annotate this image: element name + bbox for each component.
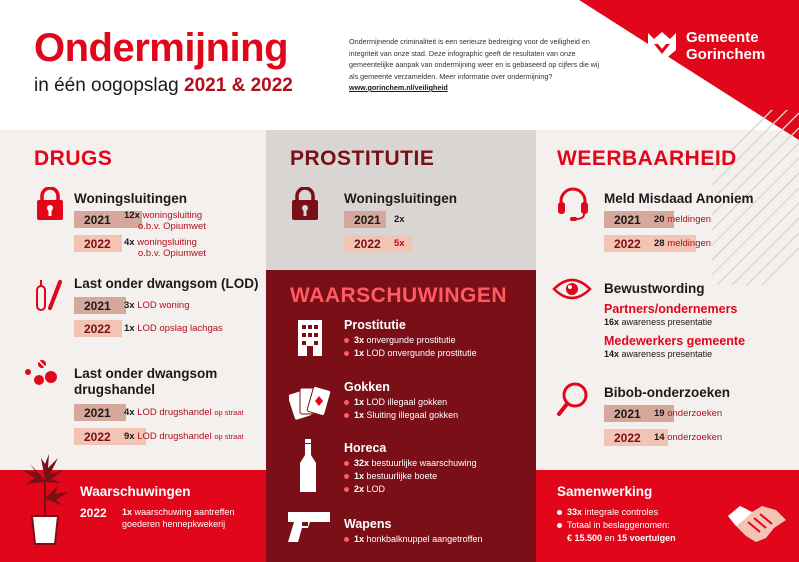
- stat-2022: [124, 323, 223, 334]
- bullet-icon: [344, 461, 349, 466]
- cannabis-plant-icon: [18, 450, 76, 550]
- stat-count: 1x: [354, 397, 365, 407]
- stat-count: 32x: [354, 458, 370, 468]
- stat-label-2: o.b.v. Opiumwet: [138, 221, 206, 232]
- logo-line-2: Gorinchem: [686, 46, 766, 63]
- samenwerking-line-3: [567, 532, 676, 544]
- warning-wapens-line-1: [344, 533, 482, 545]
- warning-gokken-line-2: [344, 409, 458, 421]
- logo-line-1: Gemeente: [686, 29, 759, 46]
- drugs-waarschuwing-text: [122, 506, 234, 530]
- warning-wapens-title: Wapens: [344, 517, 392, 531]
- bullet-icon: [344, 413, 349, 418]
- padlock-icon: [289, 187, 321, 221]
- year-2021: 2021: [84, 213, 111, 227]
- samenwerking-line-2: [557, 519, 670, 531]
- stat-count: 1x: [354, 348, 365, 358]
- year-2022: 2022: [614, 237, 641, 251]
- stat-label: woningsluiting: [137, 237, 197, 248]
- year-2022: 2022: [84, 430, 111, 444]
- handshake-icon: [726, 498, 788, 544]
- partners-subtitle: Partners/ondernemers: [604, 302, 738, 316]
- stat-count: 5x: [394, 238, 405, 249]
- stat-count: 28: [654, 238, 665, 249]
- bullet-icon: [344, 338, 349, 343]
- warning-horeca-line-3: [344, 483, 385, 495]
- stat-label: awareness presentatie: [621, 317, 713, 327]
- stat-label: LOD woning: [137, 300, 190, 311]
- stat-count: 3x: [354, 335, 365, 345]
- stat-count: 1x: [354, 471, 365, 481]
- playing-cards-icon: [289, 382, 331, 420]
- pills-icon: [22, 358, 62, 390]
- stat-count: 16x: [604, 317, 620, 327]
- crown-shield-icon: [645, 30, 679, 64]
- bullet-icon: [557, 510, 562, 515]
- stat-label: Totaal in beslaggenomen:: [567, 520, 670, 530]
- year-2022: 2022: [614, 431, 641, 445]
- stat-count: 4x: [124, 237, 135, 248]
- stat-label: bestuurlijke boete: [366, 471, 438, 481]
- bullet-icon: [344, 474, 349, 479]
- stat-label: LOD drugshandel: [137, 407, 212, 418]
- prostitutie-woningsluitingen-title: Woningsluitingen: [344, 191, 457, 206]
- bibob-title: Bibob-onderzoeken: [604, 385, 731, 400]
- drugshandel-title-line-2: drugshandel: [74, 382, 156, 397]
- lachgas-icon: [34, 278, 64, 312]
- connector: en: [604, 533, 615, 543]
- page-subtitle: [34, 76, 293, 95]
- drugs-title: DRUGS: [34, 147, 113, 170]
- year-2022: 2022: [80, 506, 107, 520]
- lod-title: Last onder dwangsom (LOD): [74, 276, 259, 291]
- warning-prostitutie-line-1: [344, 334, 456, 346]
- year-2021: 2021: [84, 299, 111, 313]
- stat-label: waarschuwing aantreffen: [134, 507, 235, 517]
- amount: € 15.500: [567, 533, 603, 543]
- stat-label: LOD onvergunde prostitutie: [366, 348, 477, 358]
- stat-2022: [394, 238, 405, 249]
- warning-prostitutie-line-2: [344, 347, 477, 359]
- building-icon: [297, 318, 323, 356]
- stat-count: 1x: [122, 507, 133, 517]
- bullet-icon: [344, 487, 349, 492]
- stat-label-2: goederen hennepkwekerij: [122, 519, 226, 529]
- stat-2021: [124, 407, 244, 418]
- info-link[interactable]: www.gorinchem.nl/veiligheid: [349, 83, 448, 92]
- stat-count: 9x: [124, 431, 135, 442]
- stat-label: meldingen: [667, 214, 712, 225]
- waarschuwingen-title: WAARSCHUWINGEN: [290, 284, 507, 307]
- stat-count: 14x: [604, 349, 620, 359]
- intro-text: [349, 36, 609, 94]
- medewerkers-subtitle: Medewerkers gemeente: [604, 334, 746, 348]
- samenwerking-title: Samenwerking: [557, 484, 653, 499]
- stat-count: 20: [654, 214, 665, 225]
- stat-label: onderzoeken: [667, 432, 723, 443]
- stat-count: 19: [654, 408, 665, 419]
- mma-title: Meld Misdaad Anoniem: [604, 191, 754, 206]
- bewustwording-title: Bewustwording: [604, 281, 705, 296]
- bullet-icon: [344, 400, 349, 405]
- stat-2022: [654, 432, 722, 443]
- more-info: Meer informatie over ondermijning?: [439, 71, 553, 81]
- subtitle-prefix: in één oogopslag: [34, 75, 179, 96]
- warning-horeca-title: Horeca: [344, 441, 387, 455]
- warning-prostitutie-title: Prostitutie: [344, 318, 406, 332]
- logo-text: [686, 29, 765, 63]
- stat-label: honkbalknuppel aangetroffen: [366, 534, 483, 544]
- stat-count: 2x: [394, 214, 405, 225]
- drugshandel-title: [74, 366, 217, 398]
- stat-suffix: op straat: [214, 432, 244, 441]
- headset-icon: [556, 186, 590, 222]
- partners-note: [604, 317, 712, 328]
- stat-count: 12x: [124, 210, 140, 221]
- bottle-icon: [298, 439, 318, 493]
- stat-label: onvergunde prostitutie: [366, 335, 456, 345]
- stat-2021: [654, 214, 711, 225]
- stat-count: 4x: [124, 407, 135, 418]
- stat-label: meldingen: [667, 238, 712, 249]
- magnifier-icon: [556, 381, 590, 417]
- warning-horeca-line-2: [344, 470, 437, 482]
- drugs-waarschuwingen-title: Waarschuwingen: [80, 484, 191, 499]
- stat-2021: [394, 214, 405, 225]
- warning-gokken-title: Gokken: [344, 380, 390, 394]
- stat-label: onderzoeken: [667, 408, 723, 419]
- stat-label-2: o.b.v. Opiumwet: [138, 248, 206, 259]
- year-2021: 2021: [614, 407, 641, 421]
- stat-label: LOD drugshandel: [137, 431, 212, 442]
- intro-body: Ondermijnende criminaliteit is een serieuze bedreiging voor de veiligheid en integriteit van onze stad. Deze infographic geeft de resultaten van onze gemeentelijke aanpak van ondermijning weer en is gebaseerd op cijfers die wij als gemeente verzamelden.: [349, 37, 600, 81]
- stat-count: 3x: [124, 300, 135, 311]
- stat-count: 2x: [354, 484, 365, 494]
- stat-label: LOD illegaal gokken: [366, 397, 448, 407]
- stat-count: 14: [654, 432, 665, 443]
- year-2022: 2022: [84, 237, 111, 251]
- stat-count: 1x: [354, 410, 365, 420]
- stat-count: 33x: [567, 507, 583, 517]
- stat-2021: [124, 210, 206, 232]
- drugshandel-title-line-1: Last onder dwangsom: [74, 366, 218, 381]
- weerbaarheid-title: WEERBAARHEID: [557, 147, 737, 170]
- padlock-icon: [34, 187, 66, 221]
- year-2021: 2021: [614, 213, 641, 227]
- subtitle-years: 2021 & 2022: [184, 75, 293, 96]
- gun-icon: [286, 510, 332, 544]
- medewerkers-note: [604, 349, 712, 360]
- warning-horeca-line-1: [344, 457, 477, 469]
- drugs-woningsluitingen-title: Woningsluitingen: [74, 191, 187, 206]
- stat-label: woningsluiting: [142, 210, 203, 221]
- bullet-icon: [344, 351, 349, 356]
- stat-2021: [124, 300, 190, 311]
- stat-count: 1x: [354, 534, 365, 544]
- year-2021: 2021: [84, 406, 111, 420]
- stat-label: LOD opslag lachgas: [137, 323, 223, 334]
- stat-suffix: op straat: [214, 408, 244, 417]
- stat-label: Sluiting illegaal gokken: [366, 410, 459, 420]
- stat-count: 1x: [124, 323, 135, 334]
- eye-icon: [552, 277, 592, 301]
- stat-2021: [654, 408, 722, 419]
- bullet-icon: [557, 523, 562, 528]
- stat-label: integrale controles: [584, 507, 659, 517]
- samenwerking-line-1: [557, 506, 658, 518]
- stat-label: bestuurlijke waarschuwing: [371, 458, 477, 468]
- stat-label: LOD: [366, 484, 386, 494]
- page-title: Ondermijning: [34, 26, 288, 70]
- year-2022: 2022: [84, 322, 111, 336]
- bullet-icon: [344, 537, 349, 542]
- prostitutie-title: PROSTITUTIE: [290, 147, 435, 170]
- year-2022: 2022: [354, 237, 381, 251]
- stat-2022: [654, 238, 711, 249]
- vehicles: 15 voertuigen: [617, 533, 676, 543]
- year-2021: 2021: [354, 213, 381, 227]
- stat-label: awareness presentatie: [621, 349, 713, 359]
- stat-2022: [124, 237, 206, 259]
- warning-gokken-line-1: [344, 396, 447, 408]
- stat-2022: [124, 431, 244, 442]
